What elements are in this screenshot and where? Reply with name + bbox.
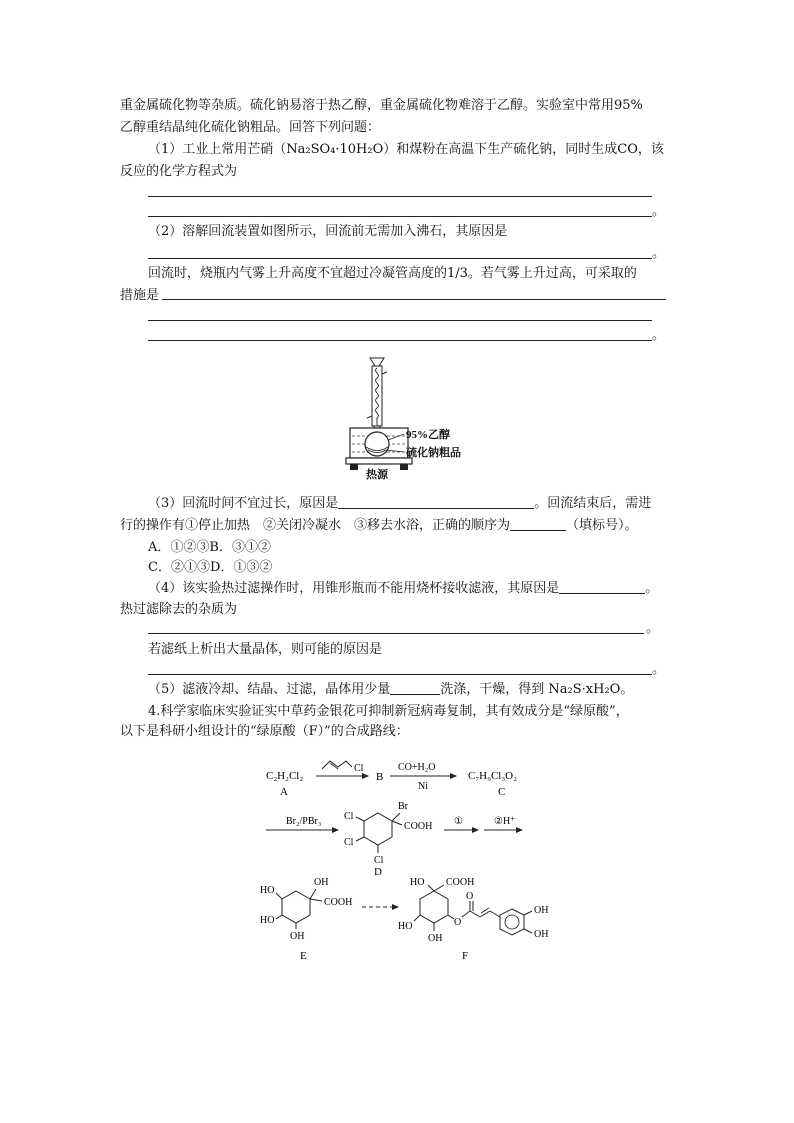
q4-answer-blank-1[interactable] <box>559 581 645 594</box>
compound-A-label: A <box>280 786 288 798</box>
compound-A-formula: C₂H₂Cl₂ <box>266 770 304 782</box>
q1-period: 。 <box>652 204 666 219</box>
D-Cl-1: Cl <box>344 811 354 822</box>
label-crude-sodium-sulfide: 硫化钠粗品 <box>406 447 461 459</box>
q2-answer-blank-2[interactable] <box>162 299 666 300</box>
q5-line-1-start: （5）滤液冷却、结晶、过滤，晶体用少量 <box>148 682 391 697</box>
intro-line-2: 乙醇重结晶纯化硫化钠粗品。回答下列问题： <box>120 120 381 135</box>
F-HO-2: HO <box>398 921 413 932</box>
q2-answer-blank-1[interactable] <box>148 258 652 259</box>
q5-line-1 <box>148 682 633 698</box>
label-heat-source: 热源 <box>366 469 388 481</box>
intro-line-1: 重金属硫化物等杂质。硫化钠易溶于热乙醇，重金属硫化物难溶于乙醇。实验室中常用95% <box>120 98 643 113</box>
q4-answer-blank-2[interactable] <box>148 633 644 634</box>
E-OH-1: OH <box>314 877 329 888</box>
q2-period-2: 。 <box>652 328 666 343</box>
problem4-line-2: 以下是科研小组设计的“绿原酸（F）”的合成路线： <box>120 724 409 739</box>
q1-answer-blank-1[interactable] <box>148 196 652 197</box>
step-2-label: ②H⁺ <box>494 816 516 827</box>
q3-options-1: A．①②③B．③①② <box>148 540 271 555</box>
compound-D-label: D <box>374 866 382 878</box>
compound-E-label: E <box>300 950 307 962</box>
reagent-CO-H2O: CO+H₂O <box>398 762 436 773</box>
F-HO: HO <box>410 877 425 888</box>
E-HO-2: HO <box>260 915 275 926</box>
E-OH-2: OH <box>290 931 305 942</box>
D-Br: Br <box>398 801 408 812</box>
q3-answer-blank-2[interactable] <box>510 518 566 531</box>
q3-line-1 <box>148 496 651 512</box>
q4-period-2: 。 <box>646 621 660 636</box>
q3-options-2: C．②①③D．①③② <box>148 560 273 575</box>
q5-line-1-end: 洗涤，干燥，得到 Na₂S·xH₂O。 <box>440 682 634 697</box>
q4-line-1-text: （4）该实验热过滤操作时，用锥形瓶而不能用烧杯接收滤液，其原因是 <box>148 581 560 596</box>
problem4-line-1: 4.科学家临床实验证实中草药金银花可抑制新冠病毒复制，其有效成分是“绿原酸”， <box>148 704 629 719</box>
F-aryl-OH-1: OH <box>534 905 549 916</box>
step-1-label: ① <box>454 816 463 827</box>
compound-F-label: F <box>462 950 469 962</box>
compound-F-aromatic-ring <box>500 909 524 935</box>
compound-B-label: B <box>376 771 384 783</box>
q3-line-2 <box>120 518 638 534</box>
reagent-Cl: Cl <box>354 763 364 774</box>
E-COOH: COOH <box>324 897 353 908</box>
F-COOH: COOH <box>446 877 475 888</box>
synthesis-route-diagram <box>250 745 570 970</box>
q4-line-3: 若滤纸上析出大量晶体，则可能的原因是 <box>148 642 383 657</box>
q3-answer-blank-1[interactable] <box>338 496 534 509</box>
q4-answer-blank-3[interactable] <box>148 674 652 675</box>
compound-F-quinic-ring <box>420 891 448 923</box>
q4-period-1: 。 <box>645 581 659 596</box>
F-carbonyl-O: O <box>466 891 474 902</box>
compound-D-ring <box>364 813 392 845</box>
q1-answer-blank-2[interactable] <box>148 216 652 217</box>
E-HO-1: HO <box>260 885 275 896</box>
compound-C-formula: C₇H₉Cl₃O₂ <box>468 770 517 782</box>
F-ester-O: O <box>454 917 462 928</box>
q3-line-1-start: （3）回流时间不宜过长，原因是 <box>148 496 339 511</box>
reflux-apparatus-diagram <box>340 354 500 482</box>
F-aryl-OH-2: OH <box>534 929 549 940</box>
q5-answer-blank[interactable] <box>390 682 440 695</box>
F-OH: OH <box>428 933 443 944</box>
q3-line-2-start: 行的操作有①停止加热 ②关闭冷凝水 ③移去水浴，正确的顺序为 <box>120 518 511 533</box>
q2-line-1: （2）溶解回流装置如图所示，回流前无需加入沸石，其原因是 <box>148 224 508 239</box>
D-COOH: COOH <box>404 821 433 832</box>
compound-E-ring <box>282 891 310 923</box>
q1-line-2: 反应的化学方程式为 <box>120 164 238 179</box>
reagent-Br2-PBr3: Br₂/PBr₃ <box>286 816 322 827</box>
q2-line-3: 措施是 <box>120 288 160 303</box>
reagent-Ni: Ni <box>418 781 428 792</box>
q2-line-2: 回流时，烧瓶内气雾上升高度不宜超过冷凝管高度的1/3。若气雾上升过高，可采取的 <box>148 266 637 281</box>
label-95-ethanol: 95%乙醇 <box>406 429 450 441</box>
D-Cl-2: Cl <box>344 837 354 848</box>
q1-line-1: （1）工业上常用芒硝（Na₂SO₄·10H₂O）和煤粉在高温下生产硫化钠，同时生成CO，该 <box>148 142 664 157</box>
compound-C-label: C <box>498 786 506 798</box>
q2-answer-blank-4[interactable] <box>148 340 652 341</box>
q3-line-1-end: 。回流结束后，需进 <box>534 496 652 511</box>
D-Cl-3: Cl <box>374 855 384 866</box>
q3-line-2-end: （填标号）。 <box>566 518 638 533</box>
q4-line-2: 热过滤除去的杂质为 <box>120 602 238 617</box>
q2-period-1: 。 <box>652 246 666 261</box>
q2-answer-blank-3[interactable] <box>148 320 652 321</box>
q4-period-3: 。 <box>652 662 666 677</box>
q4-line-1 <box>148 581 658 597</box>
